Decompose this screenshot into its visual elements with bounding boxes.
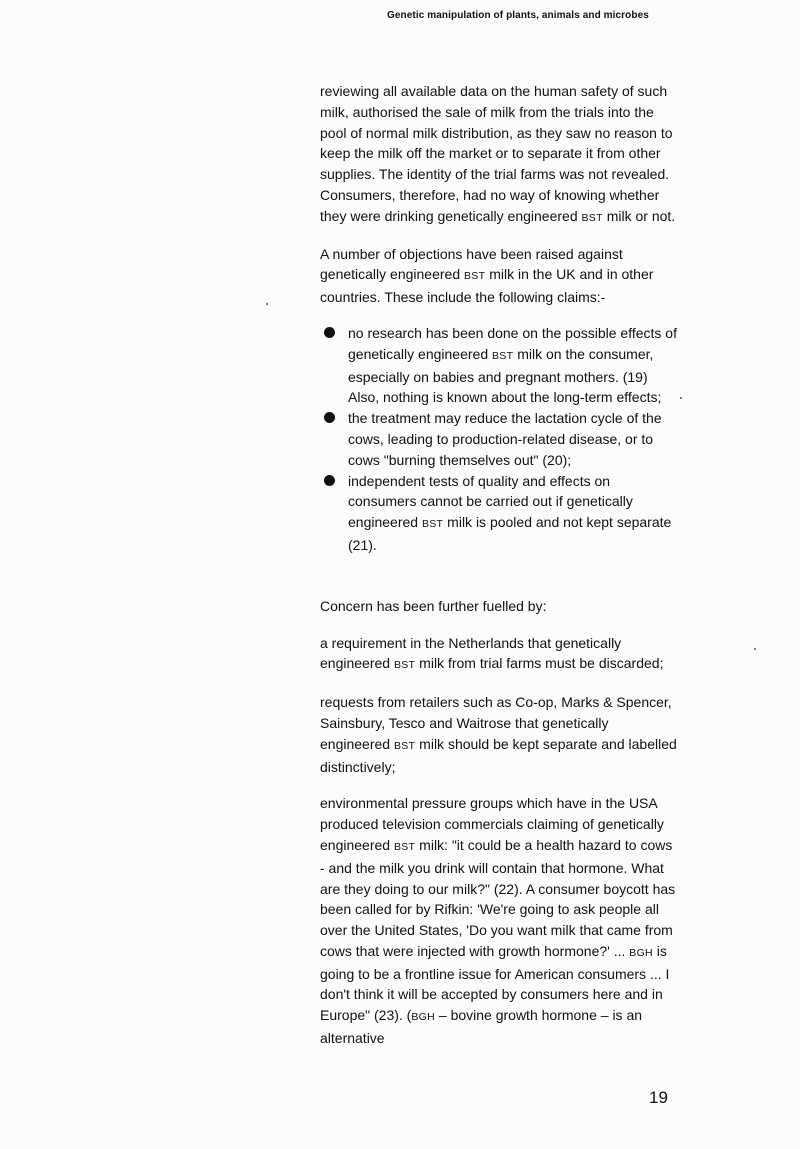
scan-speck: [754, 648, 756, 650]
paragraph-concern-intro: Concern has been further fuelled by:: [320, 597, 547, 614]
bullet-icon: [324, 412, 335, 423]
paragraph-safety-review: reviewing all available data on the human safety of such milk, authorised the sale of milk from the trials into the pool of normal milk distribution, as they saw no reason to keep the milk off the market or to separate it from other supplies. The identity of the trial farms was not revealed. Consumers, therefore, had no way of knowing whether they were drinking genetically engineered BST milk or not.: [320, 83, 676, 224]
running-header: Genetic manipulation of plants, animals and microbes: [387, 10, 649, 21]
list-item: no research has been done on the possible effects of genetically engineered BST milk on the consumer, especially on babies and pregnant mothers. (19) Also, nothing is known about the long-term effects;: [320, 323, 680, 408]
list-item: the treatment may reduce the lactation cycle of the cows, leading to production-related disease, or to cows "burning themselves out" (20);: [320, 408, 680, 470]
paragraph-pressure-groups: environmental pressure groups which have in the USA produced television commercials claiming of genetically engineered BST milk: "it could be a health hazard to cows - and the milk you drink will contain that hormone. What are they doing to our milk?" (22). A consumer boycott has been called for by Rifkin: 'We're going to ask people all over the United States, 'Do you want milk that came from cows that were injected with growth hormone?' ... BGH is going to be a frontline issue for American consumers ... I don't think it will be accepted by consumers here and in Europe" (23). (BGH – bovine growth hormone – is an alternative: [320, 795, 676, 1047]
scan-speck: [266, 303, 268, 305]
bullet-icon: [324, 475, 335, 486]
body-text-column: [320, 81, 680, 1049]
paragraph-objections: A number of objections have been raised against genetically engineered BST milk in the UK and in other countries. These include the following claims:-: [320, 245, 654, 306]
claims-list: [320, 323, 680, 556]
list-item: independent tests of quality and effects on consumers cannot be carried out if genetically engineered BST milk is pooled and not kept separate (21).: [320, 471, 680, 556]
page-number: 19: [649, 1088, 668, 1107]
bullet-icon: [324, 327, 335, 338]
scan-speck: [680, 397, 682, 399]
paragraph-netherlands: a requirement in the Netherlands that genetically engineered BST milk from trial farms must be discarded;: [320, 634, 664, 672]
paragraph-retailers: requests from retailers such as Co-op, Marks & Spencer, Sainsbury, Tesco and Waitrose that genetically engineered BST milk should be kept separate and labelled distinctively;: [320, 694, 677, 775]
